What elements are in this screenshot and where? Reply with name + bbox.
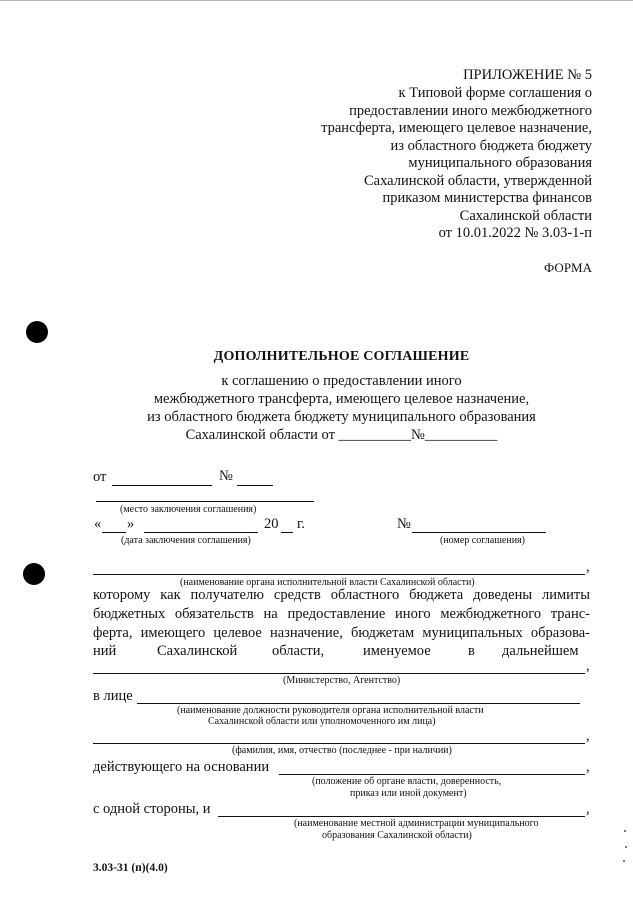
scan-speck (624, 830, 626, 832)
annex-line-7: приказом министерства финансов (382, 190, 592, 206)
fio-caption: (фамилия, имя, отчество (последнее - при наличии) (232, 745, 452, 756)
fio-comma: , (586, 728, 590, 744)
authority-comma: , (586, 559, 590, 575)
quote-close: » (127, 516, 135, 532)
quote-open: « (94, 516, 102, 532)
paragraph-line-2: бюджетных обязательств на предоставление иного межбюджетного транс- (93, 606, 590, 622)
one-side-label: с одной стороны, и (93, 801, 211, 817)
annex-line-4: из областного бюджета бюджету (390, 137, 592, 154)
fio-line (93, 743, 585, 744)
admin-comma: , (586, 801, 590, 817)
admin-caption-1: (наименование местной администрации муниципального (294, 818, 539, 829)
named-word-2: Сахалинской (157, 643, 238, 659)
document-code: 3.03-31 (п)(4.0) (93, 862, 168, 874)
basis-caption-1: (положение об органе власти, доверенность, (312, 776, 502, 787)
document-title: ДОПОЛНИТЕЛЬНОЕ СОГЛАШЕНИЕ (213, 349, 470, 364)
year-prefix: 20 (264, 516, 279, 532)
position-caption-1: (наименование должности руководителя органа исполнительной власти (177, 705, 484, 716)
year-line (281, 532, 293, 533)
annex-line-3: трансферта, имеющего целевое назначение, (321, 120, 592, 136)
position-line (137, 703, 580, 704)
annex-line-1: к Типовой форме соглашения о (398, 85, 592, 101)
month-line (144, 532, 258, 533)
from-date-line (112, 485, 212, 486)
annex-line-8: Сахалинской области (459, 207, 592, 224)
annex-line-5: муниципального образования (408, 155, 592, 171)
number-sign-2: № (397, 516, 411, 532)
paragraph-line-1: которому как получателю средств областного бюджета доведены лимиты (93, 587, 590, 603)
punch-hole-bottom (23, 563, 45, 585)
paragraph-line-3: ферта, имеющего целевое назначение, бюджетам муниципальных образова- (93, 625, 590, 641)
in-person-label: в лице (93, 688, 133, 704)
annex-line-2: предоставлении иного межбюджетного (349, 102, 592, 119)
annex-line-9: от 10.01.2022 № 3.03-1-п (438, 225, 592, 241)
subtitle-line-2: межбюджетного трансферта, имеющего целевое назначение, (153, 391, 530, 407)
annex-title: ПРИЛОЖЕНИЕ № 5 (463, 67, 592, 83)
admin-line (218, 816, 585, 817)
agreement-number-line (412, 532, 546, 533)
subtitle-line-3: из областного бюджета бюджету муниципального образования (147, 409, 536, 425)
date-caption: (дата заключения соглашения) (121, 535, 251, 546)
from-prefix: от (93, 469, 107, 485)
punch-hole-top (26, 321, 48, 343)
scan-speck (623, 860, 625, 862)
annex-line-6: Сахалинской области, утвержденной (364, 172, 592, 189)
acting-basis-label: действующего на основании (93, 759, 270, 775)
form-label: ФОРМА (544, 260, 592, 275)
ministry-line (93, 673, 585, 674)
basis-line (279, 774, 585, 775)
named-word-5: в (468, 643, 475, 659)
ministry-comma: , (586, 658, 590, 674)
number-sign-1: № (219, 468, 233, 484)
named-word-1: ний (93, 643, 117, 659)
from-number-line (237, 485, 273, 486)
basis-caption-2: приказ или иной документ) (350, 788, 467, 799)
authority-line (93, 574, 585, 575)
year-suffix: г. (297, 516, 305, 532)
named-word-3: области, (272, 643, 325, 659)
named-word-6: дальнейшем (502, 643, 579, 659)
position-caption-2: Сахалинской области или уполномоченного им лица) (208, 716, 436, 727)
authority-caption: (наименование органа исполнительной власти Сахалинской области) (180, 577, 475, 588)
ministry-caption: (Министерство, Агентство) (283, 675, 401, 686)
place-line (96, 501, 314, 502)
subtitle-line-1: к соглашению о предоставлении иного (221, 373, 462, 389)
day-line (102, 532, 126, 533)
scan-speck (625, 846, 627, 848)
named-word-4: именуемое (363, 643, 431, 659)
subtitle-line-4: Сахалинской области от __________№__________ (185, 427, 498, 443)
scan-top-edge (0, 0, 633, 1)
place-caption: (место заключения соглашения) (120, 504, 257, 515)
basis-comma: , (586, 759, 590, 775)
admin-caption-2: образования Сахалинской области) (322, 830, 472, 841)
agreement-number-caption: (номер соглашения) (440, 535, 525, 546)
